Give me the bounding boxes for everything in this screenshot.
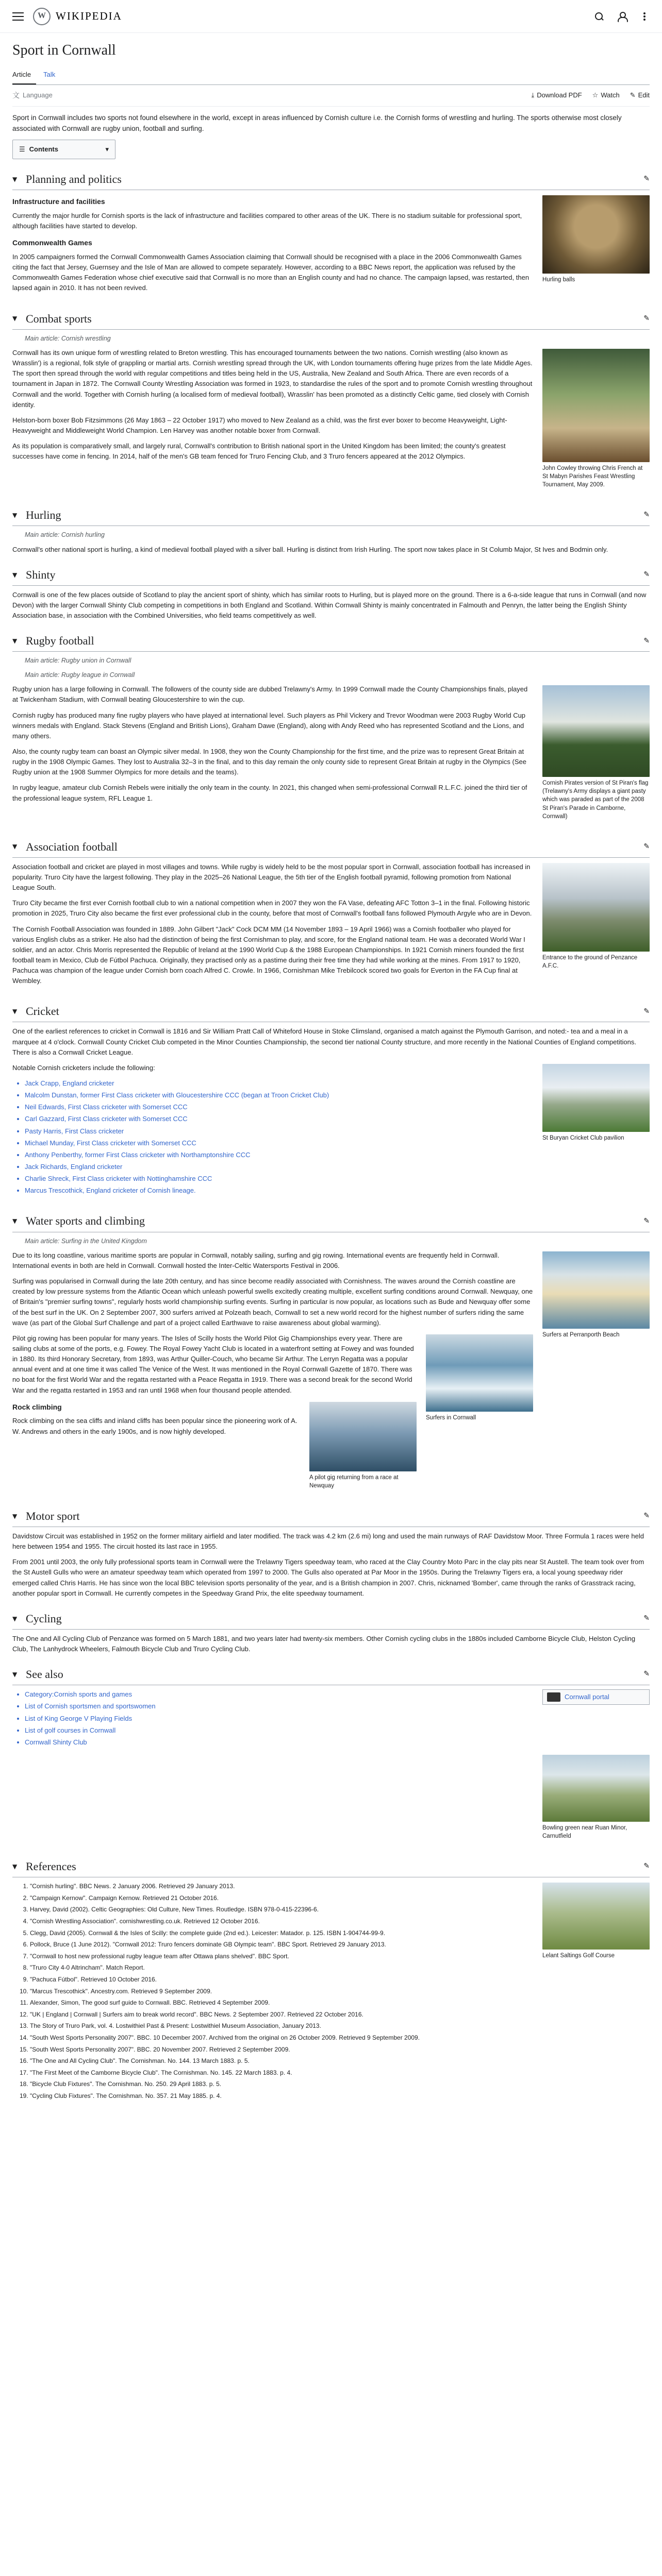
list-item[interactable]: • List of King George V Playing Fields: [25, 1714, 650, 1724]
list-item[interactable]: • Jack Crapp, England cricketer: [25, 1078, 650, 1089]
language-icon: 文: [12, 91, 20, 99]
figure-caption: John Cowley throwing Chris French at St Mabyn Parishes Feast Wrestling Tournament, May 2009.: [542, 465, 643, 488]
section-rugby: [12, 630, 650, 826]
image-bowling-green[interactable]: [542, 1755, 650, 1822]
flag-icon: [547, 1692, 560, 1702]
paragraph: Truro City became the first ever Cornish football club to win a national competition when in 2007 they won the FA Vase, defeating AFC Totton 3–1 in the final. Following historic promotion in 2025, Truro City also became the first ever professional club in the county, before that most of Cornwall's football fans followed Plymouth Argyle who are in Devon.: [12, 899, 532, 918]
section-combat: [12, 308, 650, 496]
section-heading[interactable]: ▼ References ✎: [12, 1856, 650, 1877]
section-heading[interactable]: ▼ Shinty ✎: [12, 564, 650, 586]
section-shinty: [12, 564, 650, 621]
star-icon: ☆: [592, 91, 599, 99]
download-label: Download PDF: [537, 91, 582, 99]
paragraph: Currently the major hurdle for Cornish sports is the lack of infrastructure and facilities compared to other areas of the UK. There is no stadium suitable for professional sport, although facilities have started to develop.: [12, 211, 522, 230]
section-planning: [12, 168, 650, 298]
reference-item[interactable]: 11. Alexander, Simon, The good surf guide to Cornwall. BBC. Retrieved 4 September 2009.: [30, 1998, 650, 2008]
list-item[interactable]: • Pasty Harris, First Class cricketer: [25, 1126, 650, 1137]
cornwall-portal-link[interactable]: [542, 1689, 650, 1705]
reference-item[interactable]: 13. The Story of Truro Park, vol. 4. Lostwithiel Past & Present: Lostwithiel Museum Association, January 2013.: [30, 2021, 650, 2031]
chevron-down-icon: ▼: [12, 1217, 18, 1225]
paragraph: In rugby league, amateur club Cornish Rebels were initially the only team in the county. In 2021, this changed when semi-professional Cornwall R.L.F.C. joined the third tier of the professional league system, RFL League 1.: [12, 784, 527, 802]
image-hurling-balls[interactable]: [542, 195, 650, 274]
chevron-down-icon: ▼: [12, 175, 18, 183]
paragraph: Pilot gig rowing has been popular for many years. The Isles of Scilly hosts the World Pilot Gig Championships every year. There are sailing clubs at some of the ports, e.g. Fowey. The Royal Fowey Yacht Club is located in a waterfront setting at Fowey and was founded in 1880. Its third Honorary Secretary, from 1893, was Arthur Quiller-Couch, who became Sir Arthur. The Lerryn Regatta was a popular annual event and at one time it was called The Venice of the West. It was mentioned in the Royal Cornwall Gazette of 1870. There was no boat for the first World War and the regatta restarted with a Peace Regatta in 1919. There was a second break for the second World War and the regatta restarted in 1953 and ran until 1968 when four thousand people attended.: [12, 1334, 414, 1394]
figure-bowling: [542, 1755, 650, 1840]
image-cricket-pavilion[interactable]: [542, 1064, 650, 1132]
user-icon[interactable]: [617, 11, 627, 22]
list-item[interactable]: • Anthony Penberthy, former First Class cricketer with Northamptonshire CCC: [25, 1150, 650, 1160]
pencil-icon[interactable]: ✎: [643, 314, 650, 323]
reference-item[interactable]: 18. "Bicycle Club Fixtures". The Cornishman. No. 250. 29 April 1883. p. 5.: [30, 2079, 650, 2089]
figure-golf: [542, 1883, 650, 1960]
chevron-down-icon: ▼: [12, 1670, 18, 1678]
list-item[interactable]: • List of Cornish sportsmen and sportswomen: [25, 1701, 650, 1711]
figure-gig: [309, 1402, 417, 1490]
image-rugby[interactable]: [542, 685, 650, 777]
chevron-down-icon: ▼: [12, 512, 18, 519]
paragraph: Due to its long coastline, various maritime sports are popular in Cornwall, notably sailing, surfing and gig rowing. International events are frequently held in Cornwall. International events in both are held in Cornwall. Cornwall hosted the Inter-Celtic Watersports Festival in 2006.: [12, 1251, 500, 1270]
paragraph: As its population is comparatively small, and largely rural, Cornwall's contribution to British national sport in the United Kingdom has been limited; the county's greatest successes have come in fencing. In 2014, half of the men's GB team fenced for Truro Fencing Club, and 3 Truro fencers appeared at the 2012 Olympics.: [12, 442, 506, 461]
paragraph: Rugby union has a large following in Cornwall. The followers of the county side are dubbed Trelawny's Army. In 1999 Cornwall made the County Championships finals, played at Twickenham Stadium, with Cornwall beating Gloucestershire to win the cup.: [12, 685, 528, 704]
paragraph: Association football and cricket are played in most villages and towns. While rugby is widely held to be the most popular sport in Cornwall, association football has increased in popularity. Truro City have the largest following. They play in the 2025–26 National League, the 5th tier of the English football pyramid, following promotion from National League South.: [12, 862, 531, 892]
paragraph: Notable Cornish cricketers include the following:: [12, 1063, 155, 1072]
paragraph: From 2001 until 2003, the only fully professional sports team in Cornwall were the Trelawny Tigers speedway team, who raced at the Clay Country Moto Parc in the clay pits near St Austell. The team took over from the St Austell Gulls who were an amateur speedway team which operated from 1997 to 2000. The Gulls also operated at Par Moor in the 1950s. During the Trelawny Tigers era, a local young speedway rider emerged called Chris Harris. He has since won the local BBC television sports personality of the year, and is a British champion in 2007. Chris, nicknamed 'Bomber', came through the ranks of Grasstrack racing, another popular sport in Cornwall. He currently competes in the Speedway Grand Prix, the elite speedway tournament.: [12, 1558, 644, 1597]
hatnote-link[interactable]: Main article: Cornish wrestling: [25, 334, 111, 342]
paragraph: Helston-born boxer Bob Fitzsimmons (26 May 1863 – 22 October 1917) who moved to New Zealand as a child, was the first ever boxer to become Heavyweight, Light-Heavyweight and Middleweight World Champion. Len Harvey was another notable boxer from Cornwall.: [12, 416, 507, 434]
section-football: [12, 836, 650, 992]
section-cricket: [12, 1001, 650, 1201]
reference-item[interactable]: 7. "Cornwall to host new professional rugby league team after Ottawa plans shelved". BBC Sport.: [30, 1952, 650, 1961]
paragraph: Cornish rugby has produced many fine rugby players who have played at international level. Such players as Phil Vickery and Trevor Woodman were 2003 Rugby World Cup winners medals with England. Stack Stevens (England and British Lions), Graham Dawe (England), along with Andy Reed who has represented Scotland and the Lions, and many others.: [12, 711, 526, 740]
figure-caption: Cornish Pirates version of St Piran's flag (Trelawny's Army displays a giant pasty which was paraded as part of the 2008 St Piran's Parade in Camborne, Cornwall): [542, 780, 649, 820]
reference-item[interactable]: 5. Clegg, David (2005). Cornwall & the Isles of Scilly: the complete guide (2nd ed.). Leicester: Matador. p. 125. ISBN 1-904744-99-9.: [30, 1928, 650, 1938]
list-item[interactable]: • Neil Edwards, First Class cricketer with Somerset CCC: [25, 1102, 650, 1112]
figure-wrestling: [542, 349, 650, 489]
list-item[interactable]: • Charlie Shreck, First Class cricketer with Nottinghamshire CCC: [25, 1174, 650, 1184]
reference-item[interactable]: 17. "The First Meet of the Camborne Bicycle Club". The Cornishman. No. 145. 22 March 1883. p. 4.: [30, 2068, 650, 2078]
language-label: Language: [23, 91, 53, 99]
contents-toggle[interactable]: [12, 140, 115, 159]
subheading: Rock climbing: [12, 1402, 62, 1411]
wikipedia-wordmark: WIKIPEDIA: [56, 10, 122, 23]
watch-label: Watch: [601, 91, 620, 99]
paragraph: Cornwall is one of the few places outside of Scotland to play the ancient sport of shinty, which has similar roots to Hurling, but is played more on the ground. There is a 6-a-side league that runs in Cornwall (and now Devon) with the larger Cornwall Shinty Club competing in competitions in both England and Scotland. Within Cornwall Shinty is mainly concentrated in Falmouth and Penryn, the latter being the English Shinty Association base, in association with the Combined Universities, who field teams competitively as well.: [12, 590, 647, 620]
pencil-icon[interactable]: ✎: [643, 175, 650, 183]
top-bar: [0, 0, 662, 33]
section-heading[interactable]: ▼ See also ✎: [12, 1664, 650, 1685]
reference-item[interactable]: 8. "Truro City 4-0 Altrincham". Match Report.: [30, 1963, 650, 1973]
figure-caption: Entrance to the ground of Penzance A.F.C.: [542, 954, 638, 969]
section-heading[interactable]: ▼ Water sports and climbing ✎: [12, 1210, 650, 1232]
chevron-down-icon: ▼: [12, 315, 18, 323]
section-motor: [12, 1505, 650, 1599]
paragraph: Surfing was popularised in Cornwall during the late 20th century, and has since become readily associated with Cornishness. The waves around the Cornish coastline are created by low pressure systems from the Atlantic Ocean which unleash powerful swells excitedly creating multiple, excellent surfing conditions around Cornwall. Newquay, one of Britain's "premier surfing towns", regularly hosts world championship surfing events. Surfing in particular is now popular, as locations such as Bude and Newquay offer some of the best surf in the UK. On 2 September 2007, 300 surfers arrived at Polzeath beach, Cornwall to set a new world record for the highest number of surfers riding the same wave (as part of the Global Surf Challenge and part of a project called Earthwave to raise awareness about global warming).: [12, 1277, 533, 1327]
section-references: [12, 1856, 650, 2106]
pencil-icon[interactable]: ✎: [643, 1670, 650, 1679]
list-item[interactable]: • Malcolm Dunstan, former First Class cricketer with Gloucestershire CCC (began at Troon Cricket Club): [25, 1090, 650, 1100]
chevron-down-icon: ▼: [12, 1008, 18, 1015]
hatnote-link[interactable]: Main article: Rugby union in Cornwall: [25, 657, 131, 665]
paragraph: Davidstow Circuit was established in 1952 on the former military airfield and later modified. The track was 4.2 km (2.6 mi) long and used the main runways of RAF Davidstow Moor. Three Formula 1 races were held here between 1954 and 1955. The circuit hosted its last race in 1955.: [12, 1532, 644, 1551]
subheading: Infrastructure and facilities: [12, 197, 105, 206]
contents-label: Contents: [29, 145, 58, 154]
figure-surf-1: [542, 1251, 650, 1339]
figure-caption: St Buryan Cricket Club pavilion: [542, 1134, 624, 1141]
paragraph: Also, the county rugby team can boast an Olympic silver medal. In 1908, they won the County Championship for the first time, and the prize was to represent Great Britain at rugby in the 1908 Olympic Games. They lost to Australia 32–3 in the final, and to this day remain the only county side to represent Great Britain at rugby in the Olympics (See Rugby union at the 1908 Summer Olympics for more details and the teams).: [12, 747, 526, 776]
figure-caption: A pilot gig returning from a race at Newquay: [309, 1474, 399, 1489]
page-title: Sport in Cornwall: [12, 42, 116, 58]
chevron-down-icon: ▼: [12, 843, 18, 851]
search-icon[interactable]: [594, 11, 604, 22]
chevron-down-icon: ▼: [12, 571, 18, 579]
paragraph: Rock climbing on the sea cliffs and inland cliffs has been popular since the pioneering work of A. W. Andrews and others in the early 1900s, and is now highly developed.: [12, 1417, 297, 1435]
section-heading[interactable]: ▼ Association football ✎: [12, 836, 650, 858]
section-water: [12, 1210, 650, 1496]
section-see-also: [12, 1664, 650, 1846]
figure-caption: Surfers in Cornwall: [426, 1414, 476, 1421]
reference-item[interactable]: 4. "Cornish Wrestling Association". cornishwrestling.co.uk. Retrieved 12 October 2016.: [30, 1917, 650, 1926]
paragraph: The Cornish Football Association was founded in 1889. John Gilbert "Jack" Cock DCM MM (14 November 1893 – 19 April 1966) was a Cornish footballer who played for various English clubs as a striker. He also had the distinction of being the first Cornishman to play, and score, for the England national team. He was a decorated World War I soldier, and an actor. Chris Morris represented the Republic of Ireland at the 1990 World Cup & the 1988 European Championships. In 1921 Cornish miners founded the first football team in Mexico, Club de Fútbol Pachuca. Originally, they practised only as a pastime during their free time they had while working at the mines. From 1917 to 1920, Pachuca was champion of the league under Cornish born coach Alfred C. Crowle. In 1966, Cornishman Mike Trebilcock scored two goals for Everton in the FA Cup final at Wembley.: [12, 925, 525, 985]
pencil-icon[interactable]: ✎: [643, 637, 650, 645]
list-item[interactable]: • Carl Gazzard, First Class cricketer with Somerset CCC: [25, 1114, 650, 1124]
figure-caption: Lelant Saltings Golf Course: [542, 1953, 615, 1959]
more-options-icon[interactable]: [639, 11, 650, 22]
paragraph: In 2005 campaigners formed the Cornwall Commonwealth Games Association claiming that Cornwall should be recognised with a place in the 2006 Commonwealth Games citing the fact that Jersey, Guernsey and the Isle of Man are allowed to compete separately. However, according to a BBC News report, the application was refused by the Commonwealth Games Federation whose chief executive said that Cornwall is no more than an English county and had no chance. The campaign lapsed, was restarted, then lapsed again in 2010. It has not been revived.: [12, 252, 529, 292]
subheading: Commonwealth Games: [12, 239, 92, 247]
tab-talk[interactable]: Talk: [43, 71, 56, 79]
list-item[interactable]: • Marcus Trescothick, England cricketer of Cornish lineage.: [25, 1185, 650, 1196]
reference-item[interactable]: 3. Harvey, David (2002). Celtic Geographies: Old Culture, New Times. Routledge. ISBN 978-0-415-22396-6.: [30, 1905, 650, 1914]
section-heading[interactable]: ▼ Cricket ✎: [12, 1001, 650, 1022]
reference-item[interactable]: 9. "Pachuca Fútbol". Retrieved 10 October 2016.: [30, 1975, 650, 1985]
portal-label: Cornwall portal: [565, 1693, 609, 1701]
figure-cricket: [542, 1064, 650, 1142]
reference-item[interactable]: 6. Pollock, Bruce (1 June 2012). "Cornwall 2012: Truro fencers dominate GB Olympic team". BBC Sport. Retrieved 29 January 2013.: [30, 1940, 650, 1950]
pencil-icon[interactable]: ✎: [643, 571, 650, 579]
pencil-icon[interactable]: ✎: [643, 1615, 650, 1623]
download-icon: ⤓: [531, 91, 535, 99]
figure-rugby: [542, 685, 650, 820]
paragraph: Cornwall has its own unique form of wrestling related to Breton wrestling. This has encouraged tournaments between the two nations. Cornish wrestling (also known as Wrasslin') is a regional, folk style of grappling or martial arts. Cornish wrestling spread through the UK, with London tournaments offering huge prizes from the late Middle Ages. The sport then spread through the world with regular competitions and titles being held in the US, Australia, New Zealand and South Africa. There are even records of a tournament in Japan in 1872. The Cornwall County Wrestling Association was formed in 1923, to standardise the rules of the sport and to promote Cornish wrestling throughout Cornwall and the world. Together with Cornish hurling (a localised form of medieval football), Wrasslin' has been promoted as a distinctly Celtic game, tied closely with Cornish identity.: [12, 348, 533, 409]
list-icon: ☰: [19, 145, 25, 154]
chevron-down-icon: ▼: [12, 1615, 18, 1622]
paragraph: The One and All Cycling Club of Penzance was formed on 5 March 1881, and two years later had twenty-six members. Other Cornish cycling clubs in the 1880s included Camborne Bicycle Club, Helston Cycling Club, The Lanhydrock Wheelers, Falmouth Bicycle Club and Truro Cycling Club.: [12, 1634, 636, 1653]
reference-item[interactable]: 15. "South West Sports Personality 2007". BBC. 20 November 2007. Retrieved 2 September 2009.: [30, 2045, 650, 2055]
chevron-down-icon: ▼: [12, 637, 18, 645]
image-football-ground[interactable]: [542, 863, 650, 952]
reference-item[interactable]: 14. "South West Sports Personality 2007". BBC. 10 December 2007. Archived from the original on 26 October 2009. Retrieved 9 September 2009.: [30, 2033, 650, 2043]
paragraph: One of the earliest references to cricket in Cornwall is 1816 and Sir William Pratt Call of Whiteford House in Stoke Climsland, organised a match against the Plymouth Garrison, and noted:- tea and a meal in a marquee at 4 o'clock. Cornwall County Cricket Club competed in the Minor Counties Championship, the second tier national County structure, and more recently in the National Counties of England competitions. There is also a Cornwall Cricket League.: [12, 1027, 636, 1056]
pencil-icon[interactable]: ✎: [643, 1862, 650, 1871]
reference-item[interactable]: 10. "Marcus Trescothick". Ancestry.com. Retrieved 9 September 2009.: [30, 1987, 650, 1996]
pencil-icon[interactable]: ✎: [643, 1007, 650, 1015]
chevron-down-icon: ▾: [105, 145, 109, 154]
section-heading[interactable]: ▼ Combat sports ✎: [12, 308, 650, 330]
figure-caption: Bowling green near Ruan Minor, Carnutfield: [542, 1825, 627, 1840]
watch-button[interactable]: [592, 90, 620, 100]
chevron-down-icon: ▼: [12, 1862, 18, 1870]
tab-article[interactable]: Article: [12, 66, 36, 84]
pencil-icon[interactable]: ✎: [643, 842, 650, 851]
figure-surf-2: [426, 1334, 533, 1422]
pencil-icon[interactable]: ✎: [643, 511, 650, 519]
edit-label: Edit: [638, 91, 650, 99]
pencil-icon[interactable]: ✎: [643, 1217, 650, 1225]
section-heading[interactable]: ▼ Planning and politics ✎: [12, 168, 650, 190]
figure-caption: Surfers at Perranporth Beach: [542, 1331, 620, 1338]
list-item[interactable]: • List of golf courses in Cornwall: [25, 1725, 650, 1736]
list-item[interactable]: • Category:Cornish sports and games: [25, 1689, 650, 1700]
section-heading[interactable]: ▼ Motor sport ✎: [12, 1505, 650, 1527]
reference-item[interactable]: 1. "Cornish hurling". BBC News. 2 January 2006. Retrieved 29 January 2013.: [30, 1882, 650, 1891]
list-item[interactable]: • Michael Munday, First Class cricketer with Somerset CCC: [25, 1138, 650, 1148]
paragraph: Cornwall's other national sport is hurling, a kind of medieval football played with a silver ball. Hurling is distinct from Irish Hurling. The sport now takes place in St Columb Major, St Ives and Bodmin only.: [12, 545, 608, 553]
edit-button[interactable]: [630, 90, 650, 100]
reference-item[interactable]: 2. "Campaign Kernow". Campaign Kernow. Retrieved 21 October 2016.: [30, 1893, 650, 1903]
language-button[interactable]: [12, 90, 53, 101]
image-pilot-gig[interactable]: [309, 1402, 417, 1471]
namespace-tabs: [12, 66, 650, 84]
section-cycling: [12, 1608, 650, 1654]
section-hurling: [12, 504, 650, 555]
hatnote-link[interactable]: Main article: Cornish hurling: [25, 531, 105, 539]
reference-item[interactable]: 16. "The One and All Cycling Club". The Cornishman. No. 144. 13 March 1883. p. 5.: [30, 2056, 650, 2066]
menu-icon[interactable]: [12, 12, 24, 21]
pencil-icon[interactable]: ✎: [643, 1512, 650, 1520]
pencil-icon: ✎: [630, 91, 636, 99]
intro-paragraph: Sport in Cornwall includes two sports not found elsewhere in the world, except in areas influenced by Cornish culture i.e. the Cornish forms of wrestling and hurling. The sports otherwise most closely associated with Cornwall are rugby union, football and surfing.: [12, 114, 622, 133]
wikipedia-logo[interactable]: [33, 8, 122, 25]
hatnote-link[interactable]: Main article: Surfing in the United Kingdom: [25, 1237, 147, 1245]
reference-item[interactable]: 19. "Cycling Club Fixtures". The Cornishman. No. 357. 21 May 1885. p. 4.: [30, 2091, 650, 2101]
download-pdf-button[interactable]: [531, 90, 582, 100]
section-heading[interactable]: ▼ Cycling ✎: [12, 1608, 650, 1630]
figure-caption: Hurling balls: [542, 277, 575, 283]
image-surfers[interactable]: [426, 1334, 533, 1412]
chevron-down-icon: ▼: [12, 1512, 18, 1520]
section-heading[interactable]: ▼ Rugby football ✎: [12, 630, 650, 652]
list-item[interactable]: • Cornwall Shinty Club: [25, 1737, 650, 1748]
figure-hurling-balls: [542, 195, 650, 284]
figure-football-ground: [542, 863, 650, 970]
section-heading[interactable]: ▼ Hurling ✎: [12, 504, 650, 526]
page-tools: [12, 85, 650, 107]
wikipedia-globe-icon: W: [33, 8, 51, 25]
image-perranporth[interactable]: [542, 1251, 650, 1329]
image-golf-course[interactable]: [542, 1883, 650, 1950]
reference-item[interactable]: 12. "UK | England | Cornwall | Surfers aim to break world record". BBC News. 2 September 2007. Retrieved 22 October 2016.: [30, 2010, 650, 2020]
image-wrestling[interactable]: [542, 349, 650, 462]
hatnote-link[interactable]: Main article: Rugby league in Cornwall: [25, 671, 135, 679]
list-item[interactable]: • Jack Richards, England cricketer: [25, 1162, 650, 1172]
